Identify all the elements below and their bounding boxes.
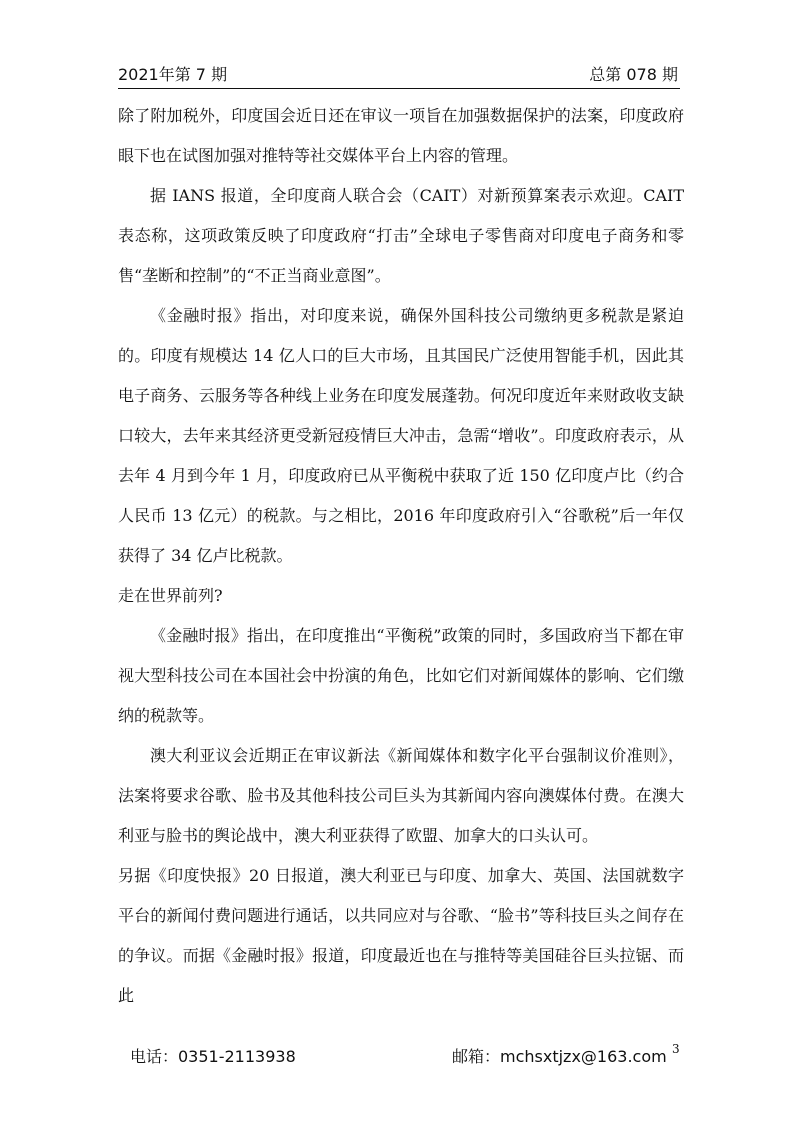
page-number: 3 [672, 1042, 680, 1056]
paragraph: 《金融时报》指出，对印度来说，确保外国科技公司缴纳更多税款是紧迫的。印度有规模达 14 亿人口的巨大市场，且其国民广泛使用智能手机，因此其电子商务、云服务等各种线上业务在印度发展蓬勃。何况印度近年来财政收支缺口较大，去年来其经济更受新冠疫情巨大冲击，急需“增收”。印度政府表示，从去年 4 月到今年 1 月，印度政府已从平衡税中获取了近 150 亿印度卢比（约合人民币 13 亿元）的税款。与之相比，2016 年印度政府引入“谷歌税”后一年仅获得了 34 亿卢比税款。 [118, 306, 684, 565]
page-header [118, 60, 680, 89]
paragraph: 据 IANS 报道，全印度商人联合会（CAIT）对新预算案表示欢迎。CAIT 表态称，这项政策反映了印度政府“打击”全球电子零售商对印度电子商务和零售“垄断和控制”的“不正当商业意图”。 [118, 186, 684, 285]
email-contact: 邮箱：mchsxtjzx@163.com [452, 1047, 667, 1066]
issue-label: 2021年第 7 期 [118, 65, 228, 84]
paragraph: 澳大利亚议会近期正在审议新法《新闻媒体和数字化平台强制议价准则》，法案将要求谷歌、脸书及其他科技公司巨头为其新闻内容向澳媒体付费。在澳大利亚与脸书的舆论战中，澳大利亚获得了欧盟、加拿大的口头认可。 [118, 746, 684, 845]
paragraph: 除了附加税外，印度国会近日还在审议一项旨在加强数据保护的法案，印度政府眼下也在试图加强对推特等社交媒体平台上内容的管理。 [118, 106, 684, 165]
paragraph: 另据《印度快报》20 日报道，澳大利亚已与印度、加拿大、英国、法国就数字平台的新闻付费问题进行通话，以共同应对与谷歌、“脸书”等科技巨头之间存在的争议。而据《金融时报》报道，印度最近也在与推特等美国硅谷巨头拉锯、而此 [118, 866, 684, 1005]
paragraph: 《金融时报》指出，在印度推出“平衡税”政策的同时，多国政府当下都在审视大型科技公司在本国社会中扮演的角色，比如它们对新闻媒体的影响、它们缴纳的税款等。 [118, 626, 684, 725]
total-issue-label: 总第 078 期 [589, 65, 678, 84]
phone-contact: 电话：0351-2113938 [130, 1047, 296, 1066]
article-body [118, 96, 684, 1016]
section-heading: 走在世界前列? [118, 586, 223, 605]
page-footer [0, 1044, 800, 1068]
